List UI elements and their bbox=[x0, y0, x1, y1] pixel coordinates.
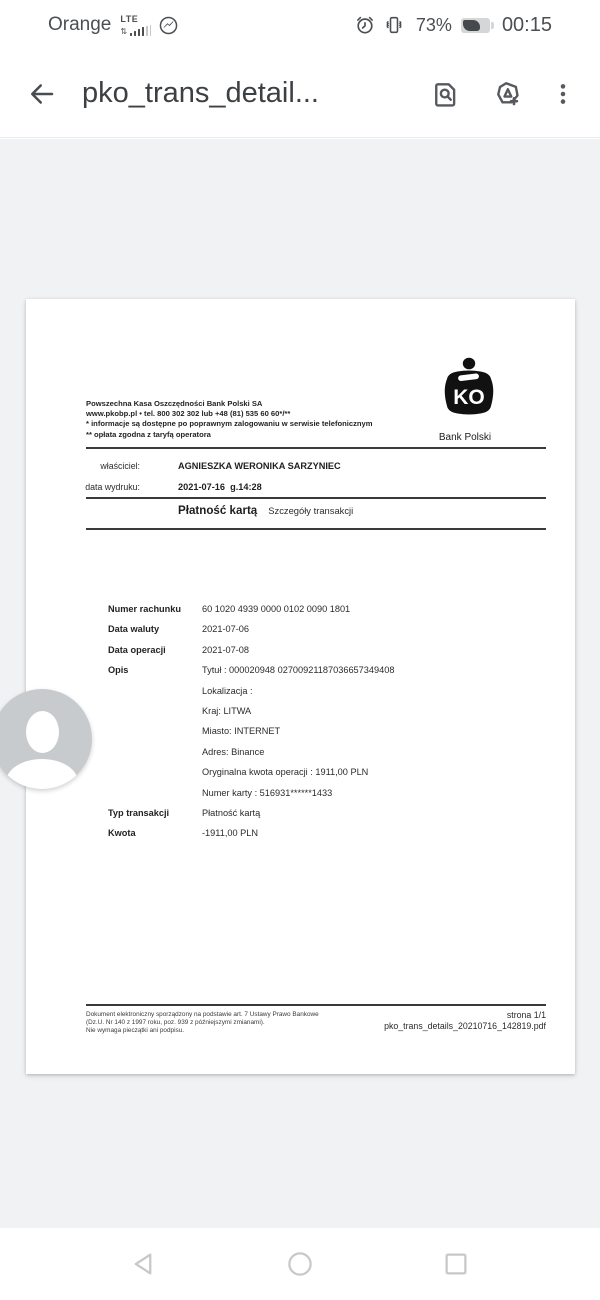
detail-value-line: -1911,00 PLN bbox=[202, 828, 259, 839]
divider bbox=[86, 1004, 546, 1006]
detail-values bbox=[202, 619, 548, 639]
owner-row-value: 2021-07-16 g.14:28 bbox=[178, 481, 262, 492]
avatar-silhouette-body bbox=[6, 759, 78, 789]
battery-icon bbox=[461, 18, 490, 33]
detail-label: Typ transakcji bbox=[108, 808, 170, 819]
divider bbox=[86, 447, 546, 449]
annotate-button[interactable] bbox=[484, 70, 532, 118]
owner-row bbox=[26, 476, 575, 497]
footer-right bbox=[384, 1010, 546, 1031]
detail-values bbox=[202, 660, 548, 803]
overflow-menu-button[interactable] bbox=[546, 70, 580, 118]
find-in-document-icon bbox=[431, 79, 461, 109]
bank-header-line: Powszechna Kasa Oszczędności Bank Polski SA bbox=[86, 399, 263, 408]
detail-row bbox=[108, 599, 548, 619]
pko-logo bbox=[430, 357, 500, 443]
legal-line: Nie wymaga pieczątki ani podpisu. bbox=[86, 1026, 185, 1034]
detail-values bbox=[202, 823, 548, 843]
nav-recents-button[interactable] bbox=[428, 1236, 484, 1292]
bank-header-line: www.pkobp.pl • tel. 800 302 302 lub +48 (81) 535 60 60*/** bbox=[86, 409, 291, 419]
pdf-viewer[interactable] bbox=[0, 139, 600, 1228]
detail-value-line: Lokalizacja : bbox=[202, 685, 253, 696]
owner-section bbox=[26, 455, 575, 497]
detail-value-line: Oryginalna kwota operacji : 1911,00 PLN bbox=[202, 767, 369, 778]
bank-header-line: * informacje są dostępne po poprawnym zalogowaniu w serwisie telefonicznym bbox=[86, 419, 373, 429]
detail-row bbox=[108, 640, 548, 660]
carrier-label: Orange bbox=[48, 14, 112, 35]
navigation-bar bbox=[0, 1228, 600, 1300]
heading-sub: Szczegóły transakcji bbox=[268, 505, 354, 516]
messenger-icon bbox=[158, 15, 179, 36]
annotate-add-icon bbox=[493, 79, 523, 109]
detail-label: Numer rachunku bbox=[108, 604, 182, 614]
owner-row-label: właściciel: bbox=[100, 460, 140, 471]
overflow-menu-icon bbox=[550, 81, 576, 107]
nav-back-button[interactable] bbox=[116, 1236, 172, 1292]
detail-row bbox=[108, 823, 548, 843]
pko-logo-icon bbox=[433, 357, 497, 423]
divider bbox=[86, 497, 546, 499]
svg-text:KO: KO bbox=[453, 386, 485, 409]
legal-line: Dokument elektroniczny sporządzony na podstawie art. 7 Ustawy Prawo Bankowe bbox=[86, 1011, 319, 1018]
status-left bbox=[48, 14, 179, 36]
owner-row bbox=[26, 455, 575, 476]
detail-value-line: 2021-07-08 bbox=[202, 644, 249, 655]
detail-value-line: Numer karty : 516931******1433 bbox=[202, 787, 333, 798]
detail-label: Data operacji bbox=[108, 644, 166, 655]
avatar-silhouette-head bbox=[26, 711, 59, 753]
detail-label: Kwota bbox=[108, 828, 136, 839]
find-in-document-button[interactable] bbox=[422, 70, 470, 118]
detail-value-line: Kraj: LITWA bbox=[202, 706, 252, 717]
detail-label: Opis bbox=[108, 665, 129, 676]
detail-value-line: Płatność kartą bbox=[202, 808, 261, 819]
detail-values bbox=[202, 640, 548, 660]
battery-percent: 73% bbox=[415, 14, 452, 35]
nav-home-button[interactable] bbox=[272, 1236, 328, 1292]
detail-value-line: Miasto: INTERNET bbox=[202, 726, 281, 737]
transaction-details bbox=[108, 599, 548, 844]
owner-row-value: AGNIESZKA WERONIKA SARZYNIEC bbox=[178, 460, 341, 471]
detail-value-line: 2021-07-06 bbox=[202, 624, 249, 635]
detail-row bbox=[108, 803, 548, 823]
status-bar bbox=[0, 0, 600, 50]
owner-row-label: data wydruku: bbox=[85, 481, 140, 492]
bank-header-line: ** opłata zgodna z taryfą operatora bbox=[86, 429, 211, 439]
document-heading bbox=[178, 504, 353, 517]
divider bbox=[86, 528, 546, 530]
detail-value-line: Adres: Binance bbox=[202, 746, 265, 757]
detail-row bbox=[108, 619, 548, 639]
clock-time: 00:15 bbox=[501, 13, 552, 36]
signal-bars-icon: LTE ⇅ bbox=[120, 15, 151, 36]
nav-home-icon bbox=[285, 1249, 315, 1279]
document-title: pko_trans_detail... bbox=[82, 77, 319, 109]
detail-value-line: 60 1020 4939 0000 0102 0090 1801 bbox=[202, 604, 351, 614]
detail-value-line: Tytuł : 000020948 02700921187036657349408 bbox=[202, 665, 395, 676]
detail-values bbox=[202, 599, 548, 619]
detail-values bbox=[202, 803, 548, 823]
bank-header bbox=[86, 399, 416, 440]
back-button[interactable] bbox=[20, 72, 64, 116]
vibrate-icon bbox=[383, 14, 405, 36]
footer-filename: pko_trans_details_20210716_142819.pdf bbox=[384, 1020, 546, 1031]
legal-line: (Dz.U. Nr 140 z 1997 roku, poz. 939 z późniejszymi zmianami). bbox=[86, 1018, 265, 1026]
detail-label: Data waluty bbox=[108, 624, 160, 635]
pdf-page bbox=[26, 299, 575, 1074]
footer-legal bbox=[86, 1011, 386, 1034]
nav-recents-icon bbox=[441, 1249, 471, 1279]
status-right bbox=[354, 14, 552, 37]
page-indicator: strona 1/1 bbox=[506, 1010, 546, 1020]
nav-back-icon bbox=[129, 1249, 159, 1279]
heading-main: Płatność kartą bbox=[178, 504, 258, 517]
app-bar bbox=[0, 50, 600, 138]
detail-row bbox=[108, 660, 548, 803]
back-arrow-icon bbox=[27, 79, 57, 109]
logo-caption: Bank Polski bbox=[438, 432, 492, 443]
app-bar-actions bbox=[422, 70, 580, 118]
alarm-icon bbox=[354, 14, 376, 36]
